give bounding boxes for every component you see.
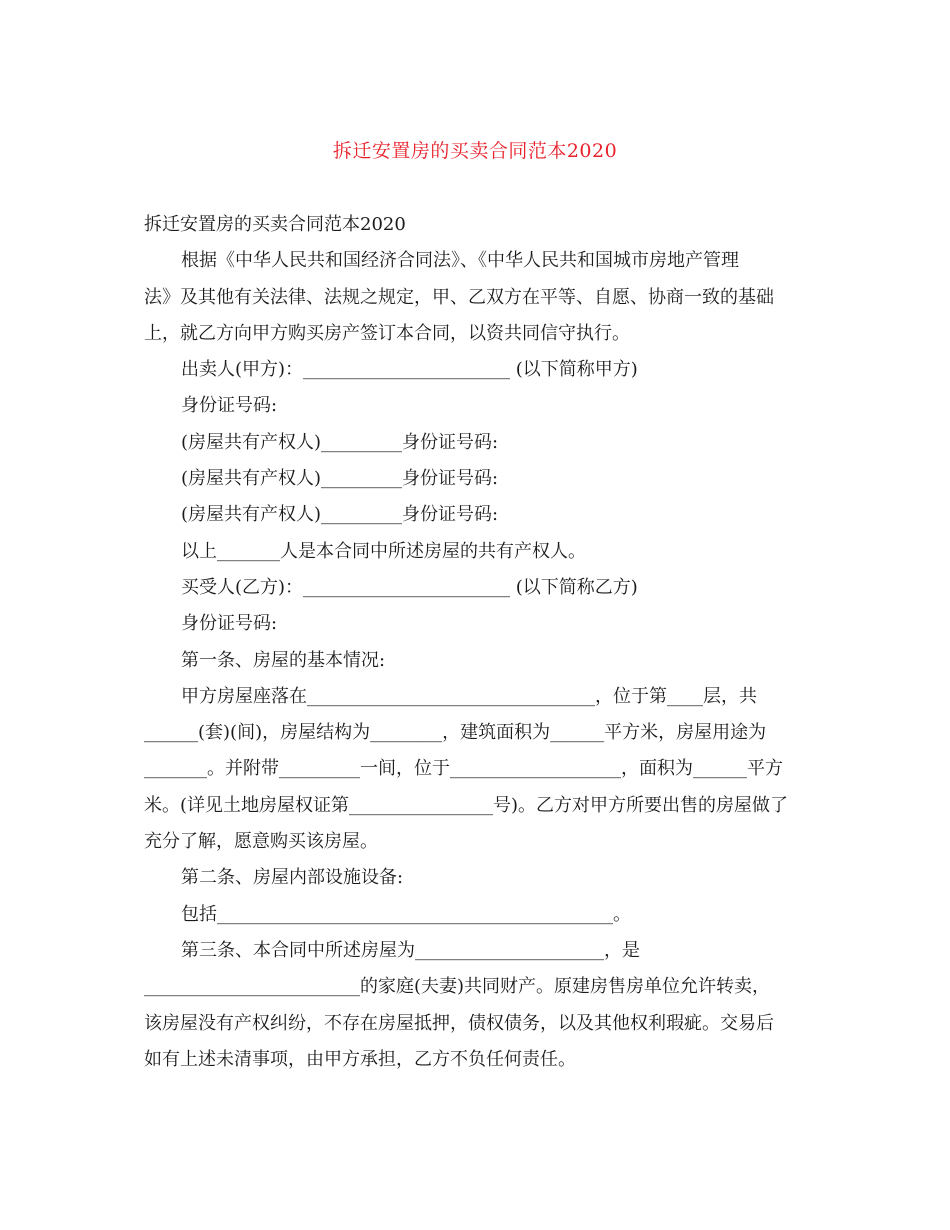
body-heading: 拆迁安置房的买卖合同范本2020: [144, 214, 406, 235]
buyer-id-line: 身份证号码:: [181, 613, 278, 635]
seller-line: 出卖人(甲方)：_______________________ (以下简称甲方): [181, 359, 638, 381]
document-body: [144, 207, 804, 1078]
paragraph-line: 米。(详见土地房屋权证第________________号)。乙方对甲方所要出售的房屋做了: [144, 794, 789, 816]
paragraph-line: 该房屋没有产权纠纷，不存在房屋抵押，债权债务，以及其他权利瑕疵。交易后: [144, 1012, 774, 1034]
co-owner-line: (房屋共有产权人)_________身份证号码:: [181, 504, 499, 526]
co-owner-line: (房屋共有产权人)_________身份证号码:: [181, 431, 499, 453]
co-owner-line: (房屋共有产权人)_________身份证号码:: [181, 468, 499, 490]
paragraph-line: 充分了解，愿意购买该房屋。: [144, 831, 378, 853]
paragraph-line: ______(套)(间)，房屋结构为________，建筑面积为______平方米，房屋用途为: [144, 722, 767, 744]
co-owner-count-line: 以上_______人是本合同中所述房屋的共有产权人。: [181, 540, 586, 562]
article-1-heading: 第一条、房屋的基本情况:: [181, 649, 386, 671]
paragraph-line: 上，就乙方向甲方购买房产签订本合同，以资共同信守执行。: [144, 322, 630, 344]
article-3-heading: 第三条、本合同中所述房屋为_____________________，是: [181, 939, 640, 961]
seller-id-line: 身份证号码:: [181, 395, 278, 417]
paragraph-line: 如有上述未清事项，由甲方承担，乙方不负任何责任。: [144, 1048, 576, 1070]
article-2-heading: 第二条、房屋内部设施设备:: [181, 867, 404, 889]
paragraph-line: ________________________的家庭(夫妻)共同财产。原建房售房单位允许转卖，: [144, 976, 771, 998]
paragraph-line: 法》及其他有关法律、法规之规定，甲、乙双方在平等、自愿、协商一致的基础: [144, 286, 774, 308]
paragraph-line: 甲方房屋座落在________________________________，位于第____层，共: [181, 685, 757, 707]
document-title: 拆迁安置房的买卖合同范本2020: [332, 140, 618, 162]
buyer-line: 买受人(乙方)：_______________________ (以下简称乙方): [181, 576, 638, 598]
paragraph-line: 包括____________________________________________。: [181, 903, 631, 925]
paragraph-line: 根据《中华人民共和国经济合同法》、《中华人民共和国城市房地产管理: [181, 250, 739, 272]
paragraph-line: _______。并附带_________一间，位于___________________，面积为______平方: [144, 758, 783, 780]
